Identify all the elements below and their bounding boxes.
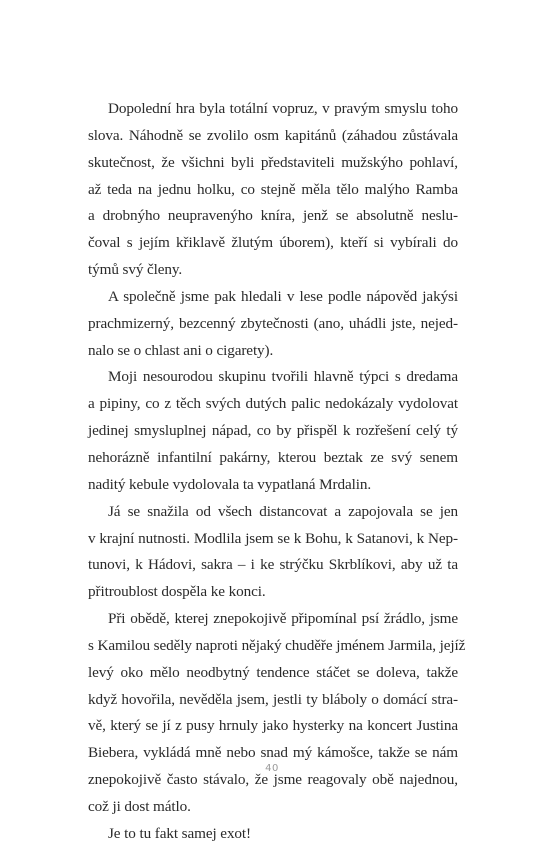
text-line: Dopolední hra byla totální vopruz, v pravým smyslu toho: [108, 100, 458, 117]
text-line: a drobnýho neupravenýho kníra, jenž se absolutně neslu-: [88, 207, 458, 225]
text-line: a pipiny, co z těch svých dutých palic nedokázaly vydolovat: [88, 395, 458, 413]
text-line: přitroublost dospěla ke konci.: [88, 583, 266, 601]
paragraph: [88, 364, 458, 498]
text-line: Moji nesourodou skupinu tvořili hlavně týpci s dredama: [108, 368, 458, 386]
text-line: až teda na jednu holku, co stejně měla tělo malýho Ramba: [88, 180, 458, 198]
paragraph: [88, 821, 458, 848]
paragraph: [88, 499, 458, 606]
text-line: nehorázně infantilní pakárny, kterou beztak ze svý senem: [88, 448, 458, 466]
text-line: jedinej smysluplnej nápad, co by přispěl k rozřešení celý tý: [88, 422, 458, 440]
text-line: v krajní nutnosti. Modlila jsem se k Bohu, k Satanovi, k Nep-: [88, 529, 458, 547]
text-line: Je to tu fakt samej exot!: [108, 824, 252, 842]
text-line: s Kamilou seděly naproti nějaký chuděře jménem Jarmila, jejíž: [88, 636, 466, 654]
paragraph: [88, 606, 466, 821]
text-line: slova. Náhodně se zvolilo osm kapitánů (záhadou zůstávala: [88, 126, 458, 144]
text-line: nalo se o chlast ani o cigarety).: [88, 341, 274, 359]
body-text: [88, 96, 466, 848]
text-line: skutečnost, že všichni byli představiteli mužskýho pohlaví,: [88, 153, 458, 171]
text-line: naditý kebule vydolovala ta vypatlaná Mrdalin.: [88, 475, 372, 493]
paragraph: [88, 284, 458, 365]
text-line: čoval s jejím křiklavě žlutým úborem), kteří si vybírali do: [88, 234, 458, 252]
text-line: Já se snažila od všech distancovat a zapojovala se jen: [108, 502, 458, 520]
paragraph: [88, 96, 458, 284]
text-line: prachmizerný, bezcenný zbytečnosti (ano, uhádli jste, nejed-: [88, 314, 458, 332]
text-line: znepokojivě často stávalo, že jsme reagovaly obě najednou,: [88, 771, 458, 789]
page-number: 40: [265, 763, 279, 774]
text-line: Biebera, vykládá mně nebo snad mý kámošce, takže se nám: [88, 744, 458, 762]
text-line: když hovořila, nevěděla jsem, jestli ty bláboly o domácí stra-: [88, 690, 458, 708]
text-line: Při obědě, kterej znepokojivě připomínal psí žrádlo, jsme: [108, 610, 458, 628]
text-line: levý oko mělo neodbytný tendence stáčet se doleva, takže: [88, 663, 458, 681]
text-line: což ji dost mátlo.: [88, 797, 191, 815]
text-line: vě, který se jí z pusy hrnuly jako hysterky na koncert Justina: [88, 717, 458, 735]
text-line: týmů svý členy.: [88, 261, 183, 279]
text-line: A společně jsme pak hledali v lese podle nápověd jakýsi: [108, 287, 458, 305]
text-line: tunovi, k Hádovi, sakra – i ke strýčku Skrblíkovi, aby už ta: [88, 556, 458, 574]
